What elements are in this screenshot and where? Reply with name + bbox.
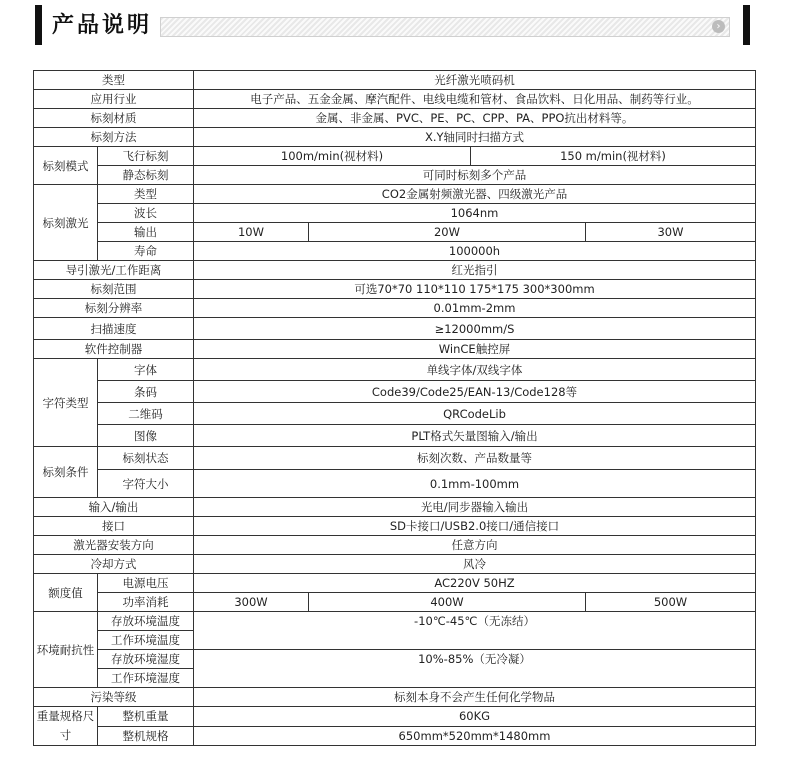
spec-table <box>33 70 756 746</box>
row-value: 500W <box>586 593 756 612</box>
row-value: 可同时标刻多个产品 <box>194 166 756 185</box>
sub-label: 整机规格 <box>98 726 194 746</box>
row-value: 金属、非金属、PVC、PE、PC、CPP、PA、PPO抗出材料等。 <box>194 109 756 128</box>
row-label: 扫描速度 <box>34 318 194 340</box>
row-label: 污染等级 <box>34 688 194 707</box>
table-row <box>34 299 756 318</box>
table-row <box>34 280 756 299</box>
row-value: 风冷 <box>194 555 756 574</box>
row-label: 接口 <box>34 517 194 536</box>
sub-label: 工作环境温度 <box>98 631 194 650</box>
row-value: 任意方向 <box>194 536 756 555</box>
section-header <box>35 5 750 45</box>
table-row <box>34 726 756 746</box>
row-value: 0.01mm-2mm <box>194 299 756 318</box>
row-label: 类型 <box>34 71 194 90</box>
row-label: 标刻分辨率 <box>34 299 194 318</box>
row-value: 标刻次数、产品数量等 <box>194 447 756 470</box>
sub-label: 存放环境湿度 <box>98 650 194 669</box>
sub-label: 寿命 <box>98 242 194 261</box>
row-value: -10℃-45℃（无冻结） <box>194 612 756 650</box>
group-label: 标刻条件 <box>34 447 98 498</box>
group-label: 标刻激光 <box>34 185 98 261</box>
row-label: 输入/输出 <box>34 498 194 517</box>
row-value: CO2金属射频激光器、四级激光产品 <box>194 185 756 204</box>
row-value: Code39/Code25/EAN-13/Code128等 <box>194 381 756 403</box>
table-row <box>34 223 756 242</box>
table-row <box>34 109 756 128</box>
row-value: 400W <box>309 593 586 612</box>
row-label: 标刻材质 <box>34 109 194 128</box>
group-label: 环境耐抗性 <box>34 612 98 688</box>
table-row <box>34 536 756 555</box>
sub-label: 波长 <box>98 204 194 223</box>
table-row <box>34 470 756 498</box>
table-row <box>34 517 756 536</box>
table-row <box>34 204 756 223</box>
table-row <box>34 359 756 381</box>
table-row <box>34 71 756 90</box>
sub-label: 静态标刻 <box>98 166 194 185</box>
header-left-bar <box>35 5 42 45</box>
sub-label: 类型 <box>98 185 194 204</box>
table-row <box>34 340 756 359</box>
sub-label: 存放环境温度 <box>98 612 194 631</box>
table-row <box>34 425 756 447</box>
table-row <box>34 403 756 425</box>
row-value: 10%-85%（无冷凝） <box>194 650 756 688</box>
sub-label: 图像 <box>98 425 194 447</box>
table-row <box>34 447 756 470</box>
sub-label: 字体 <box>98 359 194 381</box>
row-value: 20W <box>309 223 586 242</box>
row-value: SD卡接口/USB2.0接口/通信接口 <box>194 517 756 536</box>
sub-label: 功率消耗 <box>98 593 194 612</box>
table-row <box>34 261 756 280</box>
row-value: WinCE触控屏 <box>194 340 756 359</box>
header-right-bar <box>743 5 750 45</box>
row-value: QRCodeLib <box>194 403 756 425</box>
row-value: 100m/min(视材料) <box>194 147 471 166</box>
row-value: 150 m/min(视材料) <box>471 147 756 166</box>
row-value: AC220V 50HZ <box>194 574 756 593</box>
table-row <box>34 128 756 147</box>
sub-label: 工作环境湿度 <box>98 669 194 688</box>
row-value: 10W <box>194 223 309 242</box>
row-value: 60KG <box>194 707 756 727</box>
table-row <box>34 688 756 707</box>
sub-label: 整机重量 <box>98 707 194 727</box>
row-label: 导引激光/工作距离 <box>34 261 194 280</box>
row-label: 标刻方法 <box>34 128 194 147</box>
page-title: 产品说明 <box>52 12 153 38</box>
group-label: 字符类型 <box>34 359 98 447</box>
table-row <box>34 574 756 593</box>
row-value: 红光指引 <box>194 261 756 280</box>
header-stripe <box>160 17 730 37</box>
row-value: 300W <box>194 593 309 612</box>
row-value: 1064nm <box>194 204 756 223</box>
row-value: 30W <box>586 223 756 242</box>
table-row <box>34 593 756 612</box>
row-value: 650mm*520mm*1480mm <box>194 726 756 746</box>
row-value: PLT格式矢量图输入/输出 <box>194 425 756 447</box>
table-row <box>34 166 756 185</box>
table-row <box>34 185 756 204</box>
row-value: 电子产品、五金金属、摩汽配件、电线电缆和管材、食品饮料、日化用品、制药等行业。 <box>194 90 756 109</box>
table-row <box>34 555 756 574</box>
sub-label: 输出 <box>98 223 194 242</box>
table-row <box>34 90 756 109</box>
table-row <box>34 650 756 669</box>
group-label: 重量规格尺寸 <box>34 707 98 746</box>
sub-label: 飞行标刻 <box>98 147 194 166</box>
table-row <box>34 498 756 517</box>
row-label: 标刻范围 <box>34 280 194 299</box>
group-label: 额度值 <box>34 574 98 612</box>
table-row <box>34 318 756 340</box>
row-value: 0.1mm-100mm <box>194 470 756 498</box>
row-value: ≥12000mm/S <box>194 318 756 340</box>
row-value: X.Y轴同时扫描方式 <box>194 128 756 147</box>
row-value: 100000h <box>194 242 756 261</box>
sub-label: 电源电压 <box>98 574 194 593</box>
sub-label: 标刻状态 <box>98 447 194 470</box>
chevron-right-icon[interactable]: › <box>712 20 725 33</box>
row-value: 光纤激光喷码机 <box>194 71 756 90</box>
row-value: 光电/同步器输入输出 <box>194 498 756 517</box>
row-value: 可选70*70 110*110 175*175 300*300mm <box>194 280 756 299</box>
table-row <box>34 381 756 403</box>
sub-label: 字符大小 <box>98 470 194 498</box>
table-row <box>34 612 756 631</box>
group-label: 标刻模式 <box>34 147 98 185</box>
sub-label: 条码 <box>98 381 194 403</box>
table-row <box>34 707 756 727</box>
row-label: 软件控制器 <box>34 340 194 359</box>
row-label: 激光器安装方向 <box>34 536 194 555</box>
row-label: 应用行业 <box>34 90 194 109</box>
row-value: 单线字体/双线字体 <box>194 359 756 381</box>
row-label: 冷却方式 <box>34 555 194 574</box>
sub-label: 二维码 <box>98 403 194 425</box>
table-row <box>34 242 756 261</box>
table-row <box>34 147 756 166</box>
row-value: 标刻本身不会产生任何化学物品 <box>194 688 756 707</box>
